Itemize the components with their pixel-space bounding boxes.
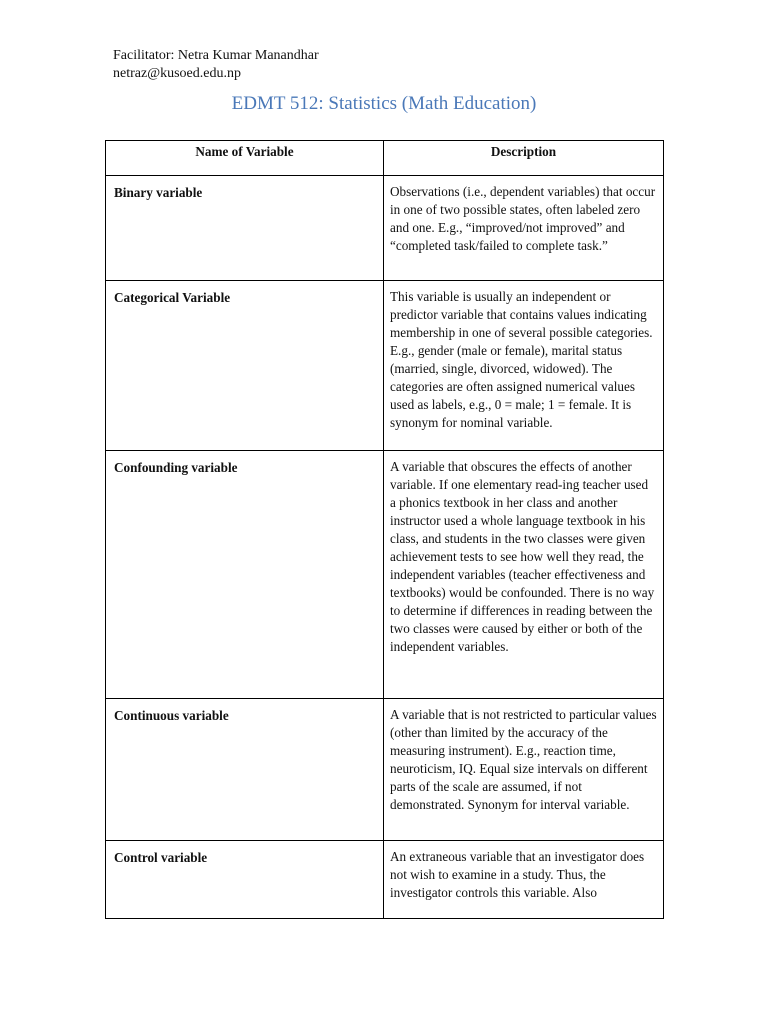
variable-description: Observations (i.e., dependent variables) that occur in one of two possible states, often labeled zero and one. E.g., “improved/not improved” and “completed task/failed to complete task.” [384,176,664,281]
table-row [106,281,664,451]
table-row [106,451,664,699]
variable-description: A variable that obscures the effects of another variable. If one elementary read-ing teacher used a phonics textbook in her class and another instructor used a whole language textbook in his class, and students in the two classes were given achievement tests to see how well they read, the independent variables (teacher effectiveness and textbooks) would be confounded. There is no way to determine if differences in reading between the two classes were caused by either or both of the independent variables. [384,451,664,699]
variable-name: Confounding variable [106,451,384,699]
document-title: EDMT 512: Statistics (Math Education) [231,93,537,114]
email-line: netraz@kusoed.edu.np [113,66,241,81]
document-header [113,47,319,83]
variable-name: Binary variable [106,176,384,281]
variable-description: An extraneous variable that an investigator does not wish to examine in a study. Thus, the investigator controls this variable. Also [384,841,664,919]
variable-name: Continuous variable [106,699,384,841]
variable-description: This variable is usually an independent or predictor variable that contains values indicating membership in one of several possible categories. E.g., gender (male or female), marital status (married, single, divorced, widowed). The categories are often assigned numerical values used as labels, e.g., 0 = male; 1 = female. It is synonym for nominal variable. [384,281,664,451]
variable-name: Control variable [106,841,384,919]
facilitator-line: Facilitator: Netra Kumar Manandhar [113,48,319,63]
table-row [106,841,664,919]
table-header-row [106,141,664,176]
variables-table [105,140,664,919]
column-header-name: Name of Variable [106,141,384,176]
variable-name: Categorical Variable [106,281,384,451]
variable-description: A variable that is not restricted to particular values (other than limited by the accuracy of the measuring instrument). E.g., reaction time, neuroticism, IQ. Equal size intervals on different parts of the scale are assumed, if not demonstrated. Synonym for interval variable. [384,699,664,841]
column-header-description: Description [384,141,664,176]
table-row [106,699,664,841]
table-row [106,176,664,281]
